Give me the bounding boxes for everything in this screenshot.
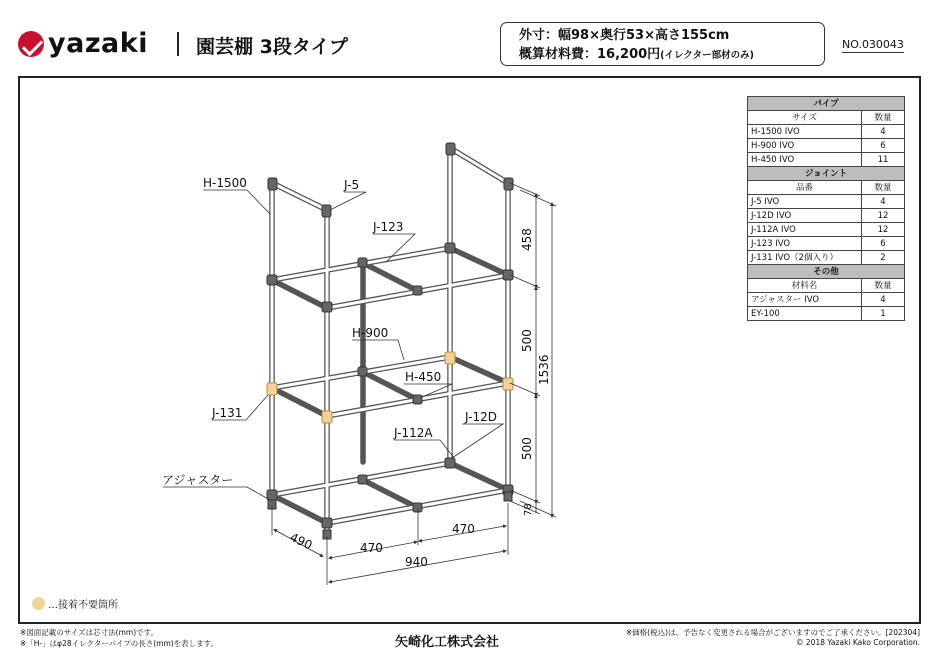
part-qty: 4 — [862, 293, 905, 307]
dim-470-left: 470 — [360, 541, 383, 555]
parts-column-header — [748, 279, 905, 293]
parts-col-name: 材料名 — [748, 279, 862, 293]
part-name: H-900 IVO — [748, 139, 862, 153]
label-h900: H-900 — [352, 326, 389, 340]
parts-section-title: パイプ — [748, 97, 905, 111]
table-row — [748, 209, 905, 223]
footer-price-note: ※価格(税込)は、予告なく変更される場合がございますのでご了承ください。[202304] — [625, 628, 920, 637]
parts-section-title: その他 — [748, 265, 905, 279]
part-qty: 2 — [862, 251, 905, 265]
part-qty: 6 — [862, 237, 905, 251]
dim-470-right: 470 — [452, 522, 475, 536]
spec-dimensions: 外寸：幅98×奥行53×高さ155cm — [519, 28, 730, 43]
part-qty: 4 — [862, 125, 905, 139]
dim-500-mid: 500 — [520, 329, 534, 352]
dim-78: 78 — [523, 503, 534, 516]
brand-name: yazaki — [48, 28, 148, 59]
parts-table — [747, 96, 905, 321]
part-qty: 11 — [862, 153, 905, 167]
table-row — [748, 139, 905, 153]
footer-note-2: ※「H-」はφ28イレクターパイプの長さ(mm)を表します。 — [20, 639, 219, 648]
part-name: J-123 IVO — [748, 237, 862, 251]
table-row — [748, 153, 905, 167]
spec-cost-main: 概算材料費：16,200円 — [519, 47, 661, 62]
label-j112a: J-112A — [394, 426, 433, 440]
label-j131: J-131 — [212, 406, 243, 420]
label-j123: J-123 — [373, 220, 404, 234]
company-name: 矢崎化工株式会社 — [395, 635, 500, 650]
parts-section-header — [748, 265, 905, 279]
table-row — [748, 237, 905, 251]
part-qty: 6 — [862, 139, 905, 153]
part-name: H-450 IVO — [748, 153, 862, 167]
parts-col-name: 品番 — [748, 181, 862, 195]
dim-500-low: 500 — [520, 437, 534, 460]
page-title: 園芸棚 3段タイプ — [196, 36, 348, 58]
parts-section-header — [748, 97, 905, 111]
table-row — [748, 223, 905, 237]
part-name: H-1500 IVO — [748, 125, 862, 139]
spec-cost-note: (イレクター部材のみ) — [660, 50, 754, 61]
table-row — [748, 293, 905, 307]
legend — [32, 596, 118, 611]
part-qty: 4 — [862, 195, 905, 209]
part-name: J-112A IVO — [748, 223, 862, 237]
label-j5: J-5 — [344, 178, 360, 192]
part-qty: 1 — [862, 307, 905, 321]
label-adjuster: アジャスター — [162, 473, 234, 487]
label-j12d: J-12D — [465, 410, 497, 424]
joints — [267, 143, 513, 539]
footer-copyright: © 2018 Yazaki Kako Corporation. — [796, 638, 920, 647]
part-qty: 12 — [862, 209, 905, 223]
parts-column-header — [748, 111, 905, 125]
parts-section-title: ジョイント — [748, 167, 905, 181]
part-name: J-5 IVO — [748, 195, 862, 209]
part-qty: 12 — [862, 223, 905, 237]
parts-col-qty: 数量 — [862, 111, 905, 125]
parts-section-header — [748, 167, 905, 181]
dim-458: 458 — [520, 228, 534, 251]
dim-940: 940 — [405, 555, 428, 569]
dim-490: 490 — [287, 530, 315, 553]
table-row — [748, 307, 905, 321]
footer-note-1: ※図面記載のサイズは芯寸法(mm)です。 — [20, 628, 159, 637]
label-h1500: H-1500 — [203, 176, 247, 190]
glue-free-marker-icon — [32, 597, 45, 610]
table-row — [748, 195, 905, 209]
parts-col-qty: 数量 — [862, 181, 905, 195]
table-row — [748, 125, 905, 139]
part-name: J-12D IVO — [748, 209, 862, 223]
parts-column-header — [748, 181, 905, 195]
document-number: NO.030043 — [842, 38, 904, 51]
parts-col-qty: 数量 — [862, 279, 905, 293]
label-h450: H-450 — [405, 370, 442, 384]
legend-text: …接着不要箇所 — [48, 600, 118, 611]
part-name: EY-100 — [748, 307, 862, 321]
parts-col-name: サイズ — [748, 111, 862, 125]
part-name: アジャスター IVO — [748, 293, 862, 307]
dim-1536: 1536 — [537, 354, 551, 385]
part-name: J-131 IVO（2個入り） — [748, 251, 862, 265]
table-row — [748, 251, 905, 265]
